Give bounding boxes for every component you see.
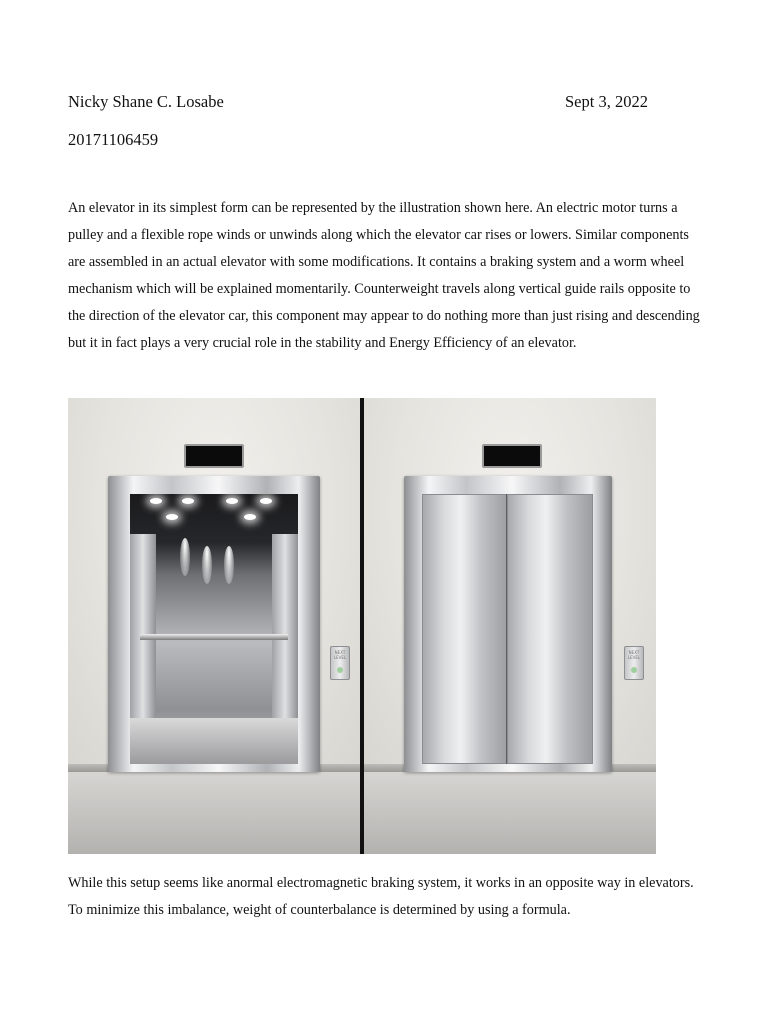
handrail [140, 634, 288, 640]
floor-indicator-display [482, 444, 542, 468]
call-button [337, 667, 343, 673]
student-id: 20171106459 [68, 130, 159, 149]
call-button [631, 667, 637, 673]
ceiling-light [182, 498, 194, 504]
intro-paragraph: An elevator in its simplest form can be represented by the illustration shown here. An electric motor turns a pulley and a flexible rope winds or unwinds along which the elevator car rises or lowers. Similar components are assembled in an actual elevator with some modifications. It contains a braking system and a worm wheel mechanism which will be explained momentarily. Counterweight travels along vertical guide rails opposite to the direction of the elevator car, this component may appear to do nothing more than just rising and descending but it in fact plays a very crucial role in the stability and Energy Efficiency of an elevator. [68, 200, 700, 351]
wall-spotlight [224, 546, 234, 584]
closing-paragraph: While this setup seems like anormal electromagnetic braking system, it works in an opposite way in elevators. To minimize this imbalance, weight of counterbalance is determined by using a formula. [68, 875, 694, 918]
ceiling-light [166, 514, 178, 520]
elevator-illustration [68, 398, 656, 854]
car-side-wall [130, 534, 156, 718]
call-panel-label: NEXT LEVEL [627, 650, 641, 660]
elevator-door-frame [108, 476, 320, 772]
ceiling-light [244, 514, 256, 520]
ceiling-light [226, 498, 238, 504]
car-side-wall [272, 534, 298, 718]
open-elevator-panel [68, 398, 360, 854]
call-button-panel [624, 646, 644, 680]
ceiling-light [260, 498, 272, 504]
call-button-panel [330, 646, 350, 680]
elevator-door-frame [404, 476, 612, 772]
lobby-floor [364, 772, 656, 854]
wall-spotlight [180, 538, 190, 576]
document-date: Sept 3, 2022 [565, 92, 648, 111]
elevator-car-interior [130, 494, 298, 764]
right-elevator-door [507, 494, 593, 764]
wall-spotlight [202, 546, 212, 584]
left-elevator-door [422, 494, 508, 764]
ceiling-light [150, 498, 162, 504]
car-floor [130, 718, 298, 764]
author-name: Nicky Shane C. Losabe [68, 92, 224, 111]
floor-indicator-display [184, 444, 244, 468]
closed-elevator-panel [364, 398, 656, 854]
call-panel-label: NEXT LEVEL [333, 650, 347, 660]
lobby-floor [68, 772, 360, 854]
door-seam [506, 494, 507, 764]
